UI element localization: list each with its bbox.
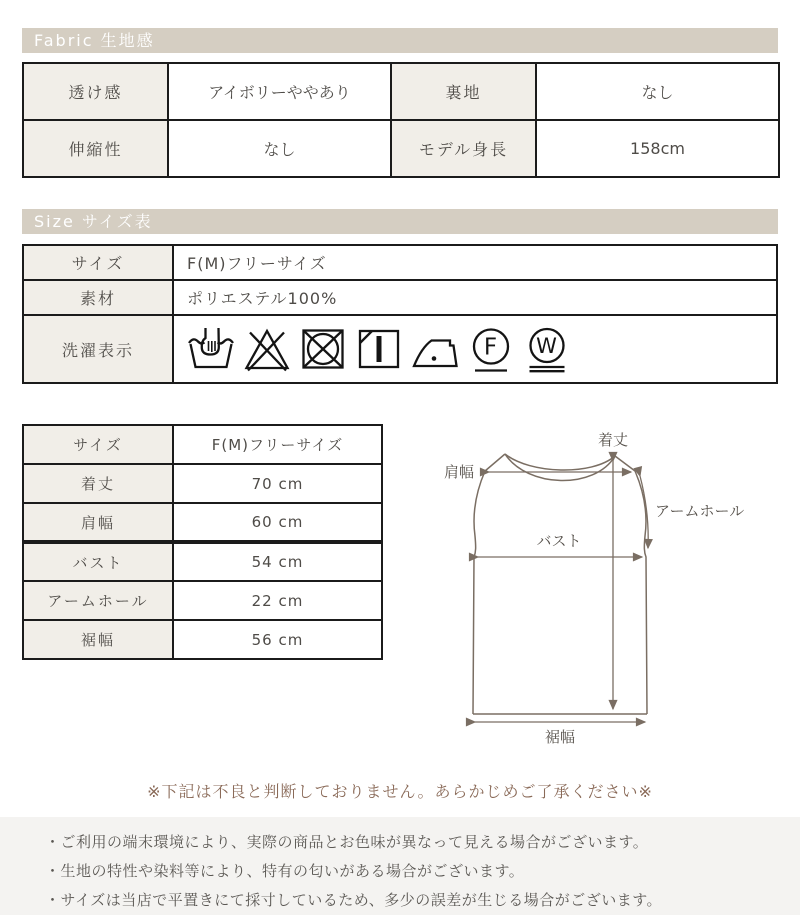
fabric-value-lining: なし: [536, 63, 779, 120]
hand-wash-icon: [187, 325, 235, 373]
disclaimer-item: ・生地の特性や染料等により、特有の匂いがある場合がございます。: [45, 862, 525, 880]
hang-dry-in-shade-icon: [355, 325, 403, 373]
table-row: [23, 280, 777, 315]
fabric-value-sheerness: アイボリーややあり: [168, 63, 391, 120]
fabric-section-header: Fabric 生地感: [22, 28, 778, 53]
diagram-labels: [444, 431, 744, 746]
disclaimer-item: ・ご利用の端末環境により、実際の商品とお色味が異なって見える場合がございます。: [45, 833, 649, 851]
disclaimer-heading: ※下記は不良と判断しておりません。あらかじめご了承ください※: [147, 782, 653, 801]
garment-outline: [473, 454, 647, 714]
meas-header-value: F(M)フリーサイズ: [173, 425, 382, 464]
info-value-material: ポリエステル100%: [173, 280, 777, 315]
diagram-label-bust: バスト: [536, 532, 582, 550]
garment-diagram-svg: [397, 424, 772, 774]
meas-value-armhole: 22 cm: [173, 581, 382, 620]
meas-label-length: 着丈: [23, 464, 173, 503]
fabric-label-lining: 裏地: [391, 63, 536, 120]
meas-label-bust: バスト: [23, 542, 173, 581]
meas-label-hem: 裾幅: [23, 620, 173, 659]
info-label-material: 素材: [23, 280, 173, 315]
dry-clean-letter: F: [483, 334, 499, 361]
fabric-table: [22, 62, 780, 178]
do-not-tumble-dry-icon: [299, 325, 347, 373]
fabric-label-stretch: 伸縮性: [23, 120, 168, 177]
table-row: [23, 120, 779, 177]
info-label-care: 洗濯表示: [23, 315, 173, 383]
care-symbols-cell: [173, 315, 777, 383]
meas-label-armhole: アームホール: [23, 581, 173, 620]
fabric-value-model-height: 158cm: [536, 120, 779, 177]
diagram-label-armhole: アームホール: [655, 502, 745, 520]
table-row: [23, 464, 382, 503]
table-row: [23, 315, 777, 383]
size-info-table: [22, 244, 778, 384]
diagram-label-length: 着丈: [597, 431, 629, 449]
table-row: [23, 542, 382, 581]
table-row: [23, 620, 382, 659]
disclaimer-item: ・サイズは当店で平置きにて採寸しているため、多少の誤差が生じる場合がございます。: [45, 891, 663, 909]
fabric-label-model-height: モデル身長: [391, 120, 536, 177]
meas-value-bust: 54 cm: [173, 542, 382, 581]
meas-header-label: サイズ: [23, 425, 173, 464]
table-row: [23, 581, 382, 620]
info-value-size: F(M)フリーサイズ: [173, 245, 777, 280]
measurements-section: [22, 424, 778, 774]
meas-label-shoulder: 肩幅: [23, 503, 173, 542]
care-icons-row: [187, 317, 776, 381]
fabric-value-stretch: なし: [168, 120, 391, 177]
info-label-size: サイズ: [23, 245, 173, 280]
dimension-arrows: [475, 461, 648, 722]
fabric-label-sheerness: 透け感: [23, 63, 168, 120]
diagram-label-shoulder: 肩幅: [443, 463, 475, 481]
table-row: [23, 425, 382, 464]
dry-clean-petroleum-gentle-icon: [467, 325, 515, 373]
wet-clean-very-gentle-icon: [523, 325, 571, 373]
meas-value-length: 70 cm: [173, 464, 382, 503]
meas-value-hem: 56 cm: [173, 620, 382, 659]
measurement-table: [22, 424, 383, 660]
do-not-bleach-icon: [243, 325, 291, 373]
meas-value-shoulder: 60 cm: [173, 503, 382, 542]
table-row: [23, 503, 382, 542]
disclaimer-list: [0, 817, 800, 915]
table-row: [23, 63, 779, 120]
table-row: [23, 245, 777, 280]
wet-clean-letter: W: [536, 334, 558, 358]
garment-measurement-diagram: [397, 424, 778, 774]
size-section-header: Size サイズ表: [22, 209, 778, 234]
diagram-label-hem: 裾幅: [544, 728, 576, 746]
iron-low-heat-icon: [411, 325, 459, 373]
